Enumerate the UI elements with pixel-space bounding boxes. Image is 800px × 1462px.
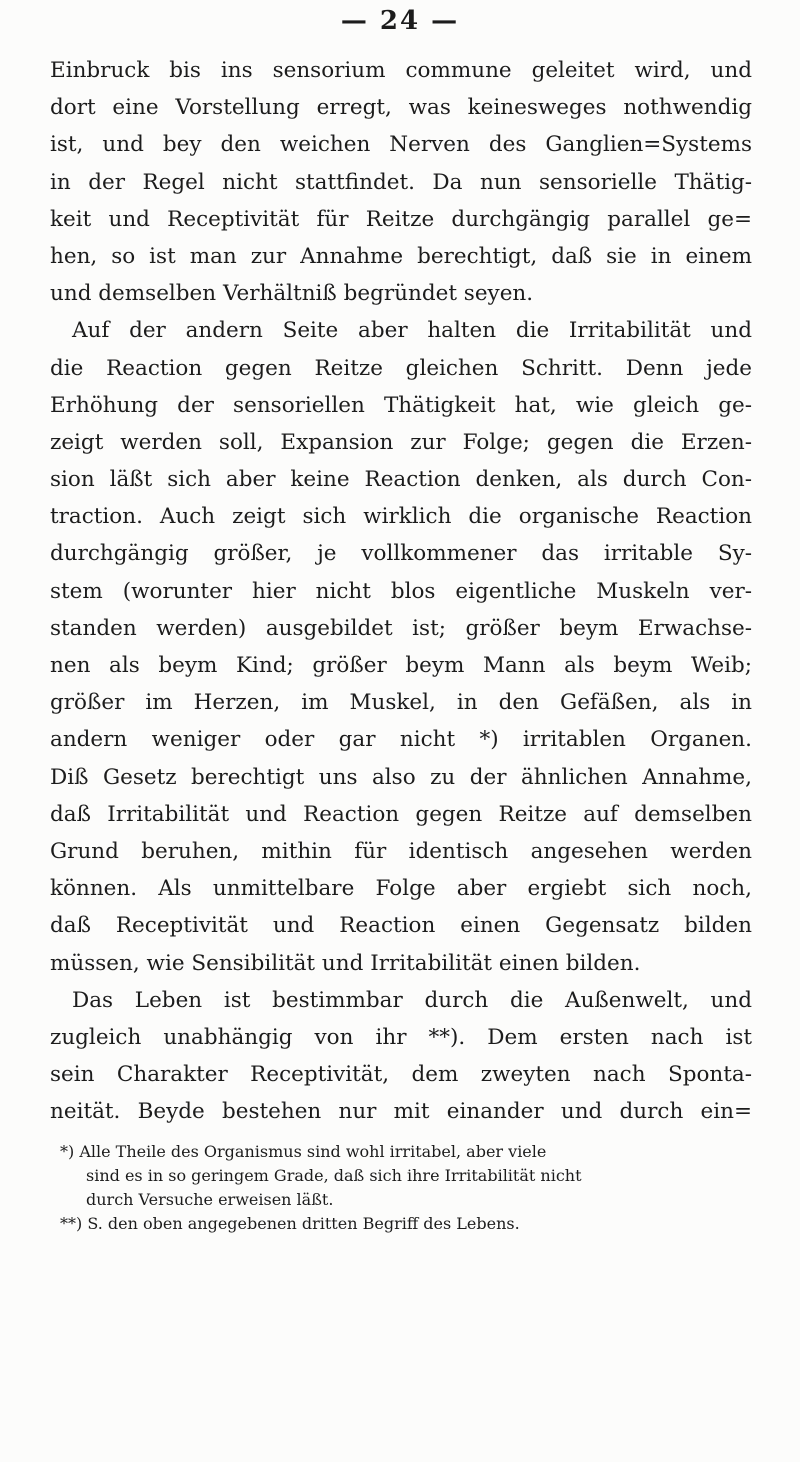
footnote-line: durch Versuche erweisen läßt. [86,1190,334,1209]
text-line: die Reaction gegen Reitze gleichen Schritt. Denn jede [50,355,752,381]
text-line: Erhöhung der sensoriellen Thätigkeit hat, wie gleich ge- [50,392,752,418]
footnote-line: *) Alle Theile des Organismus sind wohl irritabel, aber viele [60,1142,547,1161]
text-line: zugleich unabhängig von ihr **). Dem ersten nach ist [50,1024,752,1050]
text-line: müssen, wie Sensibilität und Irritabilität einen bilden. [50,950,641,976]
text-line: Grund beruhen, mithin für identisch angesehen werden [50,838,752,864]
text-line: ist, und bey den weichen Nerven des Ganglien=Systems [50,132,752,158]
text-line: sein Charakter Receptivität, dem zweyten nach Sponta- [50,1062,752,1088]
body-text [50,52,752,1130]
page-number: — 24 — [340,6,460,36]
text-line: Einbruck bis ins sensorium commune geleitet wird, und [50,58,752,83]
text-line: traction. Auch zeigt sich wirklich die organische Reaction [50,504,752,530]
text-line: nen als beym Kind; größer beym Mann als beym Weib; [50,653,752,678]
text-line: größer im Herzen, im Muskel, in den Gefäßen, als in [50,690,752,716]
text-line: zeigt werden soll, Expansion zur Folge; gegen die Erzen- [50,429,752,455]
text-line: und demselben Verhältniß begründet seyen. [50,281,534,307]
text-line: daß Receptivität und Reaction einen Gegensatz bilden [50,913,752,939]
text-line: durchgängig größer, je vollkommener das irritable Sy- [50,541,752,567]
text-line: standen werden) ausgebildet ist; größer beym Erwachse- [50,615,752,641]
text-line: andern weniger oder gar nicht *) irritablen Organen. [50,727,752,753]
text-line: Das Leben ist bestimmbar durch die Außenwelt, und [72,987,752,1013]
text-line: in der Regel nicht stattfindet. Da nun sensorielle Thätig- [50,169,752,195]
text-line: dort eine Vorstellung erregt, was keinesweges nothwendig [50,95,752,121]
text-line: daß Irritabilität und Reaction gegen Reitze auf demselben [50,801,752,827]
text-line: Diß Gesetz berechtigt uns also zu der ähnlichen Annahme, [50,764,752,790]
footnote-line: sind es in so geringem Grade, daß sich ihre Irritabilität nicht [86,1166,582,1185]
text-line: Auf der andern Seite aber halten die Irritabilität und [72,318,752,344]
text-line: hen, so ist man zur Annahme berechtigt, daß sie in einem [50,243,752,269]
text-line: sion läßt sich aber keine Reaction denken, als durch Con- [50,467,752,493]
footnotes [60,1140,740,1236]
text-line: neität. Beyde bestehen nur mit einander und durch ein= [50,1099,752,1125]
footnote-line: **) S. den oben angegebenen dritten Begriff des Lebens. [60,1214,520,1233]
text-line: können. Als unmittelbare Folge aber ergiebt sich noch, [50,876,752,902]
text-line: stem (worunter hier nicht blos eigentliche Muskeln ver- [50,578,752,604]
text-line: keit und Receptivität für Reitze durchgängig parallel ge= [50,206,752,232]
